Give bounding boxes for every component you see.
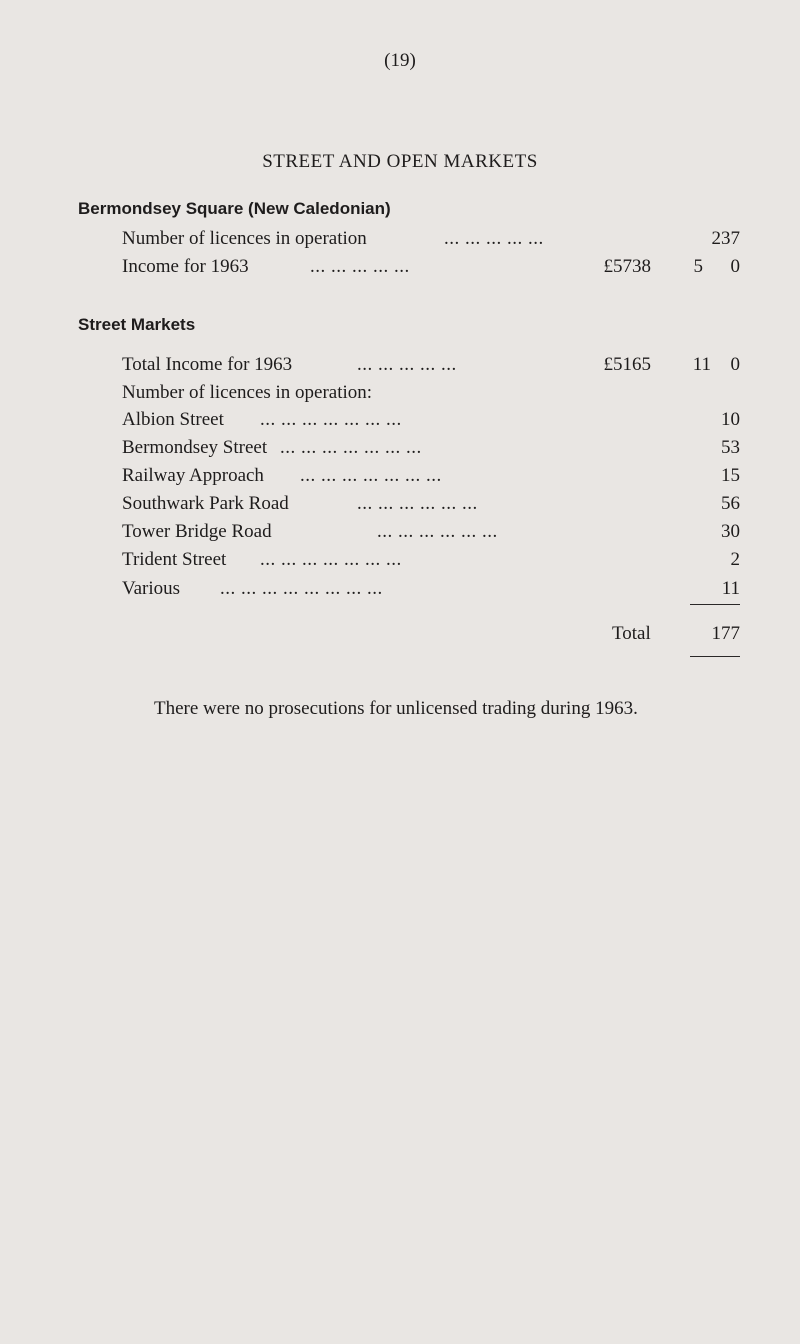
street-name: Various [122,578,181,599]
street-name: Railway Approach [122,465,264,486]
street-row [122,409,740,435]
amount-pence: 0 [730,354,740,375]
amount-shillings: 11 [692,354,711,375]
row-value: 237 [711,228,740,249]
income-row [122,256,740,282]
sum-rule-bottom [690,656,740,657]
amount-pence: 0 [730,256,740,277]
licences-subheading [122,382,740,408]
amount-shillings: 5 [693,256,703,277]
street-name: Tower Bridge Road [122,521,272,542]
licence-count: 15 [721,465,740,486]
prosecutions-note: There were no prosecutions for unlicensed trading during 1963. [154,698,638,719]
leader-dots: ... ... ... ... ... ... [377,521,498,542]
amount-pounds: £5738 [603,256,651,277]
leader-dots: ... ... ... ... ... ... [357,493,478,514]
section-heading-street-markets: Street Markets [78,315,196,334]
licence-count: 56 [721,493,740,514]
leader-dots: ... ... ... ... ... ... ... [300,465,442,486]
total-income-row [122,354,740,380]
row-label: Number of licences in operation: [122,382,373,403]
street-row [122,521,740,547]
leader-dots: ... ... ... ... ... [310,256,410,277]
page-number: (19) [384,50,416,71]
leader-dots: ... ... ... ... ... ... ... [260,549,402,570]
row-label: Income for 1963 [122,256,249,277]
amount-pounds: £5165 [603,354,651,375]
licences-row [122,228,740,254]
street-row [122,493,740,519]
licence-count: 2 [730,549,740,570]
sum-rule-top [690,604,740,605]
leader-dots: ... ... ... ... ... [357,354,457,375]
leader-dots: ... ... ... ... ... ... ... [260,409,402,430]
street-row [122,437,740,463]
street-row [122,465,740,491]
street-name: Albion Street [122,409,224,430]
row-label: Total Income for 1963 [122,354,293,375]
street-row [122,549,740,575]
row-label: Number of licences in operation [122,228,367,249]
street-row [122,578,740,604]
licence-count: 10 [721,409,740,430]
leader-dots: ... ... ... ... ... ... ... ... [220,578,383,599]
street-name: Bermondsey Street [122,437,268,458]
total-value: 177 [711,623,740,644]
leader-dots: ... ... ... ... ... [444,228,544,249]
leader-dots: ... ... ... ... ... ... ... [280,437,422,458]
street-name: Trident Street [122,549,227,570]
page-title: STREET AND OPEN MARKETS [262,151,538,172]
section-heading-bermondsey-square: Bermondsey Square (New Caledonian) [78,199,391,218]
total-label: Total [612,623,651,644]
licence-count: 30 [721,521,740,542]
street-name: Southwark Park Road [122,493,289,514]
licence-count: 11 [721,578,740,599]
licence-count: 53 [721,437,740,458]
